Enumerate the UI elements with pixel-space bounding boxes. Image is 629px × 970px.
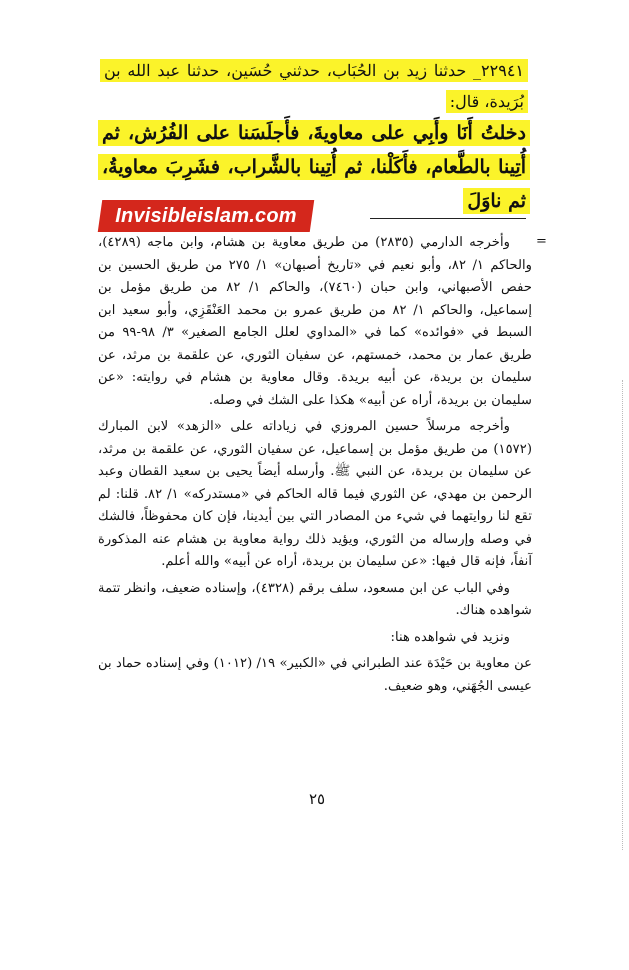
footnotes <box>98 232 532 702</box>
footnote-paragraph-2: وأخرجه مرسلاً حسين المروزي في زياداته على «الزهد» لابن المبارك (١٥٧٢) من طريق مؤمل بن إسماعيل، عن سفيان الثوري، عن علقمة بن مرثد، عن سليمان بن بريدة، عن النبي ﷺ. وأرسله أيضاً يحيى بن سعيد القطان وعبد الرحمن بن مهدي، عن الثوري فيما قاله الحاكم في «مستدركه» ١/ ٨٢. قلنا: لم تقع لنا روايتهما في شيء من المصادر التي بين أيدينا، فإن كان محفوظاً، فالشك في وصله وإرساله من الثوري، ويؤيد ذلك رواية معاوية بن هشام عنه المذكورة آنفاً، فإنه قال فيها: «عن سليمان بن بريدة، أراه عن أبيه» والله أعلم. <box>98 419 532 569</box>
footnote-paragraph-4: ونزيد في شواهده هنا: <box>390 629 510 645</box>
footnote-continuation-marker: = <box>536 234 547 249</box>
footnote-paragraph-1: وأخرجه الدارمي (٢٨٣٥) من طريق معاوية بن هشام، وابن ماجه (٤٢٨٩)، والحاكم ١/ ٨٢، وأبو نعيم في «تاريخ أصبهان» ١/ ٢٧٥ من طريق الحسين بن حفص الأصبهاني، وابن حبان (٧٤٦٠)، والحاكم ١/ ٨٢ من طريق مؤمل بن إسماعيل، والحاكم ١/ ٨٢ من طريق عمرو بن محمد العَنْقَزِي، وأبو سعيد ابن السبط في «فوائده» كما في «المداوي لعلل الجامع الصغير» ٣/ ٩٨-٩٩ من طريق عمار بن محمد، خمستهم، عن سفيان الثوري، عن علقمة بن مرثد، عن سليمان بن بريدة، عن أبيه بريدة. وقال معاوية بن هشام في روايته: «عن سليمان بن بريدة، أراه عن أبيه» هكذا على الشك في وصله. <box>98 235 533 408</box>
footnote-paragraph-3: وفي الباب عن ابن مسعود، سلف برقم (٤٣٢٨)، وإسناده ضعيف، وانظر تتمة شواهده هناك. <box>98 580 532 618</box>
hadith-body-text: دخلتُ أَنَا وأَبِي على معاويةَ، فأَجلَسَنا على الفُرُش، ثم أُتِينا بالطَّعام، فأَكَلْنا، ثم أُتِينا بالشَّراب، فشَرِبَ معاويةُ، ثم ناوَلَ <box>98 120 530 214</box>
margin-divider <box>622 380 624 850</box>
watermark-text: Invisibleislam.com <box>115 205 297 227</box>
hadith-header <box>100 55 528 117</box>
hadith-header-text: ٢٢٩٤١_ حدثنا زيد بن الحُبَاب، حدثني حُسَين، حدثنا عبد الله بن بُرَيدة، قال: <box>100 59 528 113</box>
footnote-divider <box>370 218 526 219</box>
page-number: ٢٥ <box>308 790 326 808</box>
footnote-paragraph-5: عن معاوية بن حَيْدَة عند الطبراني في «الكبير» ١٩/ (١٠١٢) وفي إسناده حماد بن عيسى الجُهَني، وهو ضعيف. <box>98 656 533 694</box>
watermark-logo <box>98 200 314 232</box>
